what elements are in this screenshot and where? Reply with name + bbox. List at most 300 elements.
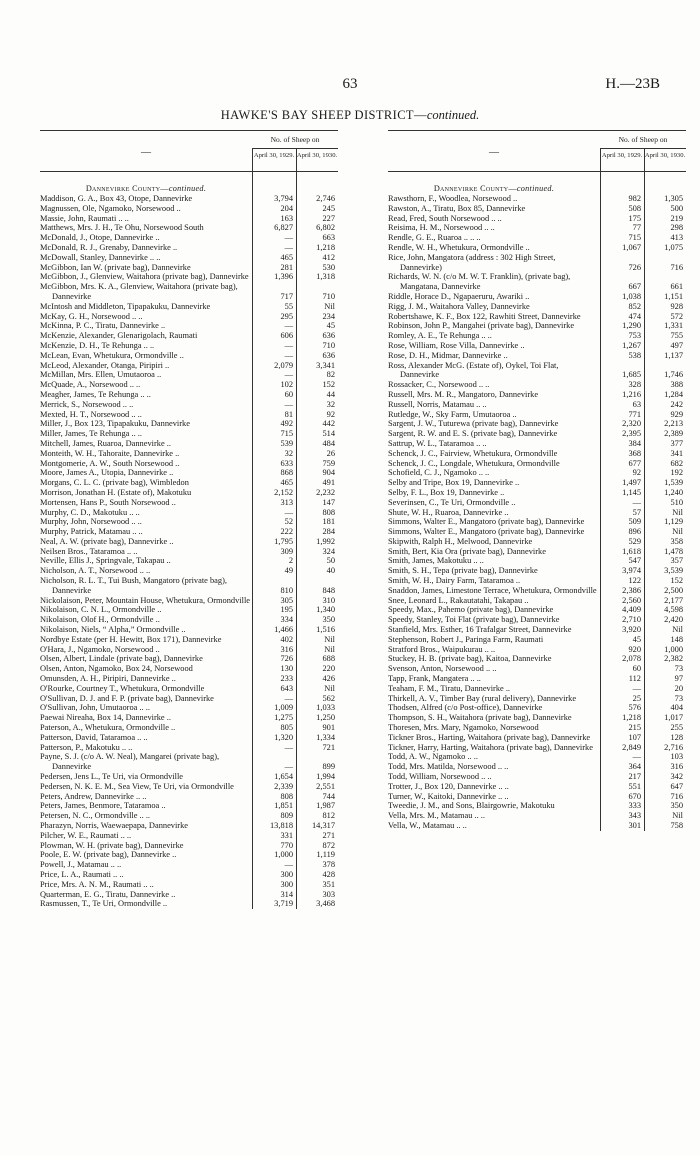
table-row bbox=[40, 312, 338, 322]
table-row bbox=[388, 380, 686, 390]
table-row bbox=[388, 292, 686, 302]
column-rule bbox=[600, 172, 601, 831]
sheep-1930-cell: 2,746 bbox=[316, 194, 335, 203]
table-row bbox=[388, 772, 686, 782]
owner-name-cell: Petersen, N. C., Ormondville .. .. bbox=[40, 811, 151, 821]
sheep-1930-cell: 1,992 bbox=[316, 536, 335, 546]
owner-name-cell: McKenzie, Alexander, Glenarigolach, Raumati bbox=[40, 331, 198, 341]
table-row bbox=[388, 459, 686, 469]
owner-name-cell: Trotter, J., Box 120, Dannevirke .. .. bbox=[388, 781, 509, 791]
owner-name-cell: Rawsthorn, F., Woodlea, Norsewood .. bbox=[388, 194, 518, 203]
sheep-1929-cell: 63 bbox=[632, 399, 641, 409]
sheep-1929-cell: 508 bbox=[628, 203, 641, 213]
owner-name-cell: Riddle, Horace D., Ngapaeruru, Awariki .. bbox=[388, 291, 530, 301]
owner-name-cell: Nickolaison, Peter, Mountain House, Whetukura, Ormondville bbox=[40, 595, 251, 605]
table-row bbox=[388, 488, 686, 498]
sheep-1929-cell: — bbox=[284, 350, 293, 360]
sheep-1929-cell: 334 bbox=[280, 615, 293, 625]
table-row bbox=[40, 625, 338, 635]
sheep-1929-cell: 1,218 bbox=[622, 713, 641, 723]
owner-name-cell: Omunsden, A. H., Piripiri, Dannevirke .. bbox=[40, 674, 176, 684]
table-row bbox=[40, 782, 338, 792]
table-row bbox=[40, 890, 338, 900]
section-heading-continued: continued. bbox=[516, 184, 555, 193]
sheep-1930-cell: Nil bbox=[672, 507, 683, 517]
sheep-1929-cell: 2,395 bbox=[622, 429, 641, 439]
sheep-1930-cell: 350 bbox=[670, 801, 683, 811]
sheep-1929-cell: 2,560 bbox=[622, 595, 641, 605]
table-row bbox=[388, 400, 686, 410]
owner-name-cell: Snaddon, James, Limestone Terrace, Whetukura, Ormondville bbox=[388, 585, 597, 595]
sheep-1930-cell: 716 bbox=[670, 791, 683, 801]
sheep-1930-cell: 1,240 bbox=[664, 487, 683, 497]
table-row bbox=[40, 468, 338, 478]
sheep-1930-cell: 1,516 bbox=[316, 625, 335, 635]
table-row bbox=[388, 792, 686, 802]
sheep-1929-cell: 509 bbox=[628, 517, 641, 527]
table-row bbox=[40, 370, 338, 380]
sheep-1929-cell: 2,078 bbox=[622, 654, 641, 664]
owner-name-cell: Teaham, F. M., Tiratu, Dannevirke .. bbox=[388, 683, 511, 693]
sheep-1930-cell: 413 bbox=[670, 233, 683, 243]
sheep-1930-cell: 245 bbox=[322, 203, 335, 213]
sheep-1929-cell: 726 bbox=[628, 262, 641, 272]
sheep-1930-cell: 904 bbox=[322, 468, 335, 478]
sheep-1930-cell: 97 bbox=[674, 674, 683, 684]
sheep-1929-cell: 402 bbox=[280, 634, 293, 644]
sheep-1929-cell: 309 bbox=[280, 546, 293, 556]
owner-name-cell: Mitchell, James, Ruaroa, Dannevirke .. bbox=[40, 438, 171, 448]
sheep-1929-cell: 4,409 bbox=[622, 605, 641, 615]
page-title-main: HAWKE'S BAY SHEEP DISTRICT— bbox=[220, 108, 427, 122]
sheep-1929-cell: 2,849 bbox=[622, 742, 641, 752]
year-1930-header: April 30, 1930. bbox=[644, 152, 686, 159]
table-row bbox=[388, 312, 686, 322]
owner-name-cell: Speedy, Stanley, Toi Flat (private bag), Dannevirke bbox=[388, 615, 560, 625]
sheep-1929-cell: 982 bbox=[628, 194, 641, 203]
table-row bbox=[40, 400, 338, 410]
table-row bbox=[388, 615, 686, 625]
owner-name-cell: Rendle, W. H., Whetukura, Ormondville .. bbox=[388, 242, 530, 252]
column-rule bbox=[644, 172, 645, 831]
owner-name-cell: Vella, W., Matamau .. .. bbox=[388, 821, 467, 830]
table-row bbox=[388, 811, 686, 821]
table-row bbox=[40, 331, 338, 341]
sheep-1929-cell: 163 bbox=[280, 213, 293, 223]
sheep-1929-cell: 868 bbox=[280, 468, 293, 478]
sheep-1929-cell: 175 bbox=[628, 213, 641, 223]
sheep-1930-cell: 710 bbox=[322, 340, 335, 350]
sheep-1929-cell: 1,685 bbox=[622, 370, 641, 380]
sheep-1929-cell: 1,038 bbox=[622, 291, 641, 301]
table-row bbox=[40, 361, 338, 371]
table-row bbox=[40, 821, 338, 831]
column-rule bbox=[252, 172, 253, 909]
sheep-1930-cell: 147 bbox=[322, 497, 335, 507]
sheep-1929-cell: 1,290 bbox=[622, 321, 641, 331]
owner-name-cell: Quarterman, E. G., Tiratu, Dannevirke .. bbox=[40, 889, 176, 899]
owner-name-cell: Thodsen, Alfred (c/o Post-office), Dannevirke bbox=[388, 703, 543, 713]
table-row bbox=[40, 605, 338, 615]
left-table-header bbox=[40, 130, 338, 172]
table-row bbox=[40, 272, 338, 282]
sheep-1930-cell: 491 bbox=[322, 478, 335, 488]
table-row bbox=[388, 439, 686, 449]
sheep-1930-cell: 682 bbox=[670, 458, 683, 468]
sheep-1930-cell: 1,033 bbox=[316, 703, 335, 713]
sheep-1930-cell: 192 bbox=[670, 468, 683, 478]
owner-name-cell: Smith, Bert, Kia Ora (private bag), Dannevirke bbox=[388, 546, 546, 556]
sheep-1930-cell: Nil bbox=[672, 811, 683, 821]
table-row bbox=[40, 694, 338, 704]
sheep-1929-cell: 368 bbox=[628, 448, 641, 458]
owner-name-cell: McIntosh and Middleton, Tipapakuku, Dannevirke bbox=[40, 301, 211, 311]
owner-name-cell: O'Sullivan, D. J. and F. P. (private bag), Dannevirke bbox=[40, 693, 214, 703]
page-title-continued: continued. bbox=[426, 108, 480, 122]
table-row bbox=[40, 752, 338, 772]
owner-name-cell: McGibbon, Mrs. K. A., Glenview, Waitahora (private bag), Dannevirke bbox=[40, 282, 238, 301]
sheep-1930-cell: Nil bbox=[324, 634, 335, 644]
sheep-1930-cell: 1,218 bbox=[316, 242, 335, 252]
table-row bbox=[388, 194, 686, 204]
owner-name-cell: Price, L. A., Raumati .. .. bbox=[40, 869, 124, 879]
table-row bbox=[40, 508, 338, 518]
table-row bbox=[388, 703, 686, 713]
sheep-1929-cell: 102 bbox=[280, 380, 293, 390]
table-row bbox=[40, 880, 338, 890]
owner-name-cell: Thompson, S. H., Waitahora (private bag), Dannevirke bbox=[388, 713, 572, 723]
sheep-1930-cell: 484 bbox=[322, 438, 335, 448]
table-row bbox=[388, 429, 686, 439]
sheep-1930-cell: 661 bbox=[670, 282, 683, 292]
sheep-1930-cell: 530 bbox=[322, 262, 335, 272]
right-table-header bbox=[388, 130, 686, 172]
table-row bbox=[40, 703, 338, 713]
sheep-1930-cell: 40 bbox=[326, 566, 335, 576]
sheep-1929-cell: 13,818 bbox=[269, 821, 293, 830]
sheep-1930-cell: Nil bbox=[324, 644, 335, 654]
sheep-1930-cell: 636 bbox=[322, 350, 335, 360]
sheep-1929-cell: 60 bbox=[284, 389, 293, 399]
sheep-1930-cell: 2,716 bbox=[664, 742, 683, 752]
sheep-1929-cell: 808 bbox=[280, 791, 293, 801]
table-row bbox=[40, 596, 338, 606]
sheep-1929-cell: 1,497 bbox=[622, 478, 641, 488]
sheep-1929-cell: 2,386 bbox=[622, 585, 641, 595]
sheep-1930-cell: 872 bbox=[322, 840, 335, 850]
table-row bbox=[40, 380, 338, 390]
sheep-1929-cell: 2 bbox=[288, 556, 293, 566]
section-heading-name: Dannevirke County— bbox=[433, 184, 517, 193]
sheep-1929-cell: 49 bbox=[284, 566, 293, 576]
sheep-1930-cell: 1,331 bbox=[664, 321, 683, 331]
sheep-1930-cell: 342 bbox=[670, 772, 683, 782]
sheep-1930-cell: 901 bbox=[322, 723, 335, 733]
owner-name-cell: Shute, W. H., Ruaroa, Dannevirke .. bbox=[388, 507, 509, 517]
table-row bbox=[40, 743, 338, 753]
sheep-1929-cell: 331 bbox=[280, 830, 293, 840]
table-row bbox=[388, 449, 686, 459]
sheep-1930-cell: 324 bbox=[322, 546, 335, 556]
owner-name-cell: Thirkell, A. V., Timber Bay (rural delivery), Dannevirke bbox=[388, 693, 577, 703]
sheep-1929-cell: 81 bbox=[284, 409, 293, 419]
owner-name-cell: Severinsen, C., Te Uri, Ormondville .. bbox=[388, 497, 516, 507]
sheep-1930-cell: 514 bbox=[322, 429, 335, 439]
table-row bbox=[388, 752, 686, 762]
sheep-1929-cell: 2,079 bbox=[274, 360, 293, 370]
owner-name-cell: Murphy, Patrick, Matamau .. .. bbox=[40, 527, 143, 537]
sheep-1930-cell: 298 bbox=[670, 223, 683, 233]
owner-name-cell: Rigg, J. M., Waitahora Valley, Dannevirke bbox=[388, 301, 530, 311]
sheep-1930-cell: 255 bbox=[670, 723, 683, 733]
sheep-1930-cell: 152 bbox=[322, 380, 335, 390]
sheep-1929-cell: — bbox=[632, 752, 641, 762]
table-row bbox=[388, 508, 686, 518]
owner-name-cell: Sattrup, W. L., Tataramoa .. .. bbox=[388, 438, 487, 448]
sheep-1930-cell: 442 bbox=[322, 419, 335, 429]
table-row bbox=[40, 439, 338, 449]
table-row bbox=[388, 723, 686, 733]
table-row bbox=[388, 625, 686, 635]
table-row bbox=[40, 654, 338, 664]
table-row bbox=[40, 831, 338, 841]
table-row bbox=[388, 321, 686, 331]
sheep-1929-cell: 3,794 bbox=[274, 194, 293, 203]
sheep-1929-cell: 810 bbox=[280, 585, 293, 595]
sheep-1929-cell: 233 bbox=[280, 674, 293, 684]
sheep-1930-cell: 412 bbox=[322, 252, 335, 262]
owner-name-cell: Monteith, W. H., Tahoraite, Dannevirke .. bbox=[40, 448, 180, 458]
table-row bbox=[40, 517, 338, 527]
owner-name-cell: Robertshawe, K. F., Box 122, Rawhiti Street, Dannevirke bbox=[388, 311, 581, 321]
sheep-1929-cell: 45 bbox=[632, 634, 641, 644]
sheep-1930-cell: 812 bbox=[322, 811, 335, 821]
sheep-1930-cell: 710 bbox=[322, 291, 335, 301]
sheep-1930-cell: 2,232 bbox=[316, 487, 335, 497]
sheep-1929-cell: 753 bbox=[628, 331, 641, 341]
table-row bbox=[40, 478, 338, 488]
name-column-header: — bbox=[141, 147, 151, 158]
owner-name-cell: Neville, Ellis J., Springvale, Takapau .. bbox=[40, 556, 171, 566]
table-row bbox=[388, 664, 686, 674]
owner-name-cell: Miller, J., Box 123, Tipapakuku, Dannevirke bbox=[40, 419, 190, 429]
owner-name-cell: McMillan, Mrs. Ellen, Umutaoroa .. bbox=[40, 370, 162, 380]
section-heading bbox=[40, 172, 252, 194]
sheep-1930-cell: 1,017 bbox=[664, 713, 683, 723]
sheep-1929-cell: 538 bbox=[628, 350, 641, 360]
owner-name-cell: Todd, A. W., Ngamoko .. .. bbox=[388, 752, 478, 762]
sheep-1929-cell: — bbox=[632, 497, 641, 507]
table-row bbox=[388, 302, 686, 312]
sheep-1930-cell: 82 bbox=[326, 370, 335, 380]
sheep-1929-cell: 715 bbox=[280, 429, 293, 439]
sheep-1929-cell: 1,216 bbox=[622, 389, 641, 399]
sheep-count-header: No. of Sheep on bbox=[600, 131, 686, 149]
table-row bbox=[388, 556, 686, 566]
sheep-1929-cell: 670 bbox=[628, 791, 641, 801]
sheep-1929-cell: — bbox=[284, 762, 293, 772]
sheep-1930-cell: 388 bbox=[670, 380, 683, 390]
table-row bbox=[388, 351, 686, 361]
owner-name-cell: McLeod, Alexander, Otanga, Piripiri .. bbox=[40, 360, 170, 370]
owner-name-cell: Paewai Nireaha, Box 14, Dannevirke .. bbox=[40, 713, 171, 723]
owner-name-cell: Nicholson, R. L. T., Tui Bush, Mangatoro (private bag), Dannevirke bbox=[40, 576, 227, 595]
owner-name-cell: Pedersen, N. K. E. M., Sea View, Te Uri, via Ormondville bbox=[40, 781, 234, 791]
table-row bbox=[40, 282, 338, 302]
table-row bbox=[388, 566, 686, 576]
owner-name-cell: Neal, A. W. (private bag), Dannevirke .. bbox=[40, 536, 174, 546]
sheep-1929-cell: 217 bbox=[628, 772, 641, 782]
sheep-1929-cell: 204 bbox=[280, 203, 293, 213]
sheep-1930-cell: 378 bbox=[322, 860, 335, 870]
sheep-1930-cell: 271 bbox=[322, 830, 335, 840]
sheep-1930-cell: 758 bbox=[670, 821, 683, 830]
table-row bbox=[40, 566, 338, 576]
sheep-1929-cell: 343 bbox=[628, 811, 641, 821]
sheep-1929-cell: 726 bbox=[280, 654, 293, 664]
owner-name-cell: Todd, Mrs. Matilda, Norsewood .. .. bbox=[388, 762, 509, 772]
owner-name-cell: McKay, G. H., Norsewood .. .. bbox=[40, 311, 143, 321]
owner-name-cell: Vella, Mrs. M., Matamau .. .. bbox=[388, 811, 485, 821]
table-row bbox=[388, 390, 686, 400]
sheep-1930-cell: 1,334 bbox=[316, 732, 335, 742]
owner-name-cell: Tapp, Frank, Mangatera .. .. bbox=[388, 674, 481, 684]
owner-name-cell: Rutledge, W., Sky Farm, Umutaoroa .. bbox=[388, 409, 517, 419]
sheep-1930-cell: 1,119 bbox=[316, 850, 335, 860]
table-row bbox=[388, 517, 686, 527]
sheep-1930-cell: 103 bbox=[670, 752, 683, 762]
sheep-1930-cell: 1,987 bbox=[316, 801, 335, 811]
table-row bbox=[40, 341, 338, 351]
owner-name-cell: Tickner Bros., Harting, Waitahora (private bag), Dannevirke bbox=[388, 732, 591, 742]
table-row bbox=[40, 684, 338, 694]
sheep-1930-cell: 755 bbox=[670, 331, 683, 341]
table-row bbox=[40, 429, 338, 439]
owner-name-cell: Mexted, H. T., Norsewood .. .. bbox=[40, 409, 142, 419]
table-row bbox=[40, 410, 338, 420]
owner-name-cell: McQuade, A., Norsewood .. .. bbox=[40, 380, 141, 390]
owner-name-cell: Morrison, Jonathan H. (Estate of), Makotuku bbox=[40, 487, 192, 497]
table-row bbox=[40, 713, 338, 723]
table-row bbox=[40, 223, 338, 233]
sheep-1929-cell: 57 bbox=[632, 507, 641, 517]
table-row bbox=[388, 331, 686, 341]
sheep-1929-cell: — bbox=[284, 370, 293, 380]
sheep-1929-cell: 328 bbox=[628, 380, 641, 390]
table-row bbox=[388, 821, 686, 831]
section-heading-name: Dannevirke County— bbox=[85, 184, 169, 193]
sheep-1930-cell: 32 bbox=[326, 399, 335, 409]
sheep-1930-cell: 1,539 bbox=[664, 478, 683, 488]
table-row bbox=[388, 694, 686, 704]
owner-name-cell: O'Rourke, Courtney T., Whetukura, Ormondville bbox=[40, 683, 205, 693]
section-heading bbox=[388, 172, 600, 194]
sheep-1929-cell: 1,067 bbox=[622, 242, 641, 252]
sheep-1929-cell: 1,145 bbox=[622, 487, 641, 497]
left-entry-list bbox=[40, 194, 338, 909]
sheep-1930-cell: 6,802 bbox=[316, 223, 335, 233]
right-column bbox=[388, 130, 686, 831]
table-row bbox=[388, 782, 686, 792]
sheep-1929-cell: 3,719 bbox=[274, 899, 293, 909]
sheep-1929-cell: 1,320 bbox=[274, 732, 293, 742]
sheep-1930-cell: 572 bbox=[670, 311, 683, 321]
sheep-1929-cell: 529 bbox=[628, 536, 641, 546]
sheep-1929-cell: 281 bbox=[280, 262, 293, 272]
sheep-1929-cell: 314 bbox=[280, 889, 293, 899]
owner-name-cell: Romley, A. E., Te Rehunga .. .. bbox=[388, 331, 492, 341]
sheep-1930-cell: Nil bbox=[324, 683, 335, 693]
table-row bbox=[40, 792, 338, 802]
sheep-1929-cell: 1,009 bbox=[274, 703, 293, 713]
sheep-1929-cell: 1,267 bbox=[622, 340, 641, 350]
owner-name-cell: Mortensen, Hans P., South Norsewood .. bbox=[40, 497, 176, 507]
table-row bbox=[388, 801, 686, 811]
sheep-1930-cell: 377 bbox=[670, 438, 683, 448]
sheep-1929-cell: 77 bbox=[632, 223, 641, 233]
sheep-1929-cell: 465 bbox=[280, 252, 293, 262]
sheep-1930-cell: 1,994 bbox=[316, 772, 335, 782]
table-row bbox=[40, 899, 338, 909]
table-row bbox=[388, 233, 686, 243]
sheep-1930-cell: 663 bbox=[322, 233, 335, 243]
sheep-1930-cell: 227 bbox=[322, 213, 335, 223]
owner-name-cell: Stanfield, Mrs. Esther, 16 Trafalgar Street, Dannevirke bbox=[388, 625, 572, 635]
owner-name-cell: Schenck, J. C., Fairview, Whetukura, Ormondville bbox=[388, 448, 558, 458]
owner-name-cell: McDonald, R. J., Grenaby, Dannevirke .. bbox=[40, 242, 178, 252]
sheep-1930-cell: Nil bbox=[324, 301, 335, 311]
owner-name-cell: Selby and Tripe, Box 19, Dannevirke .. bbox=[388, 478, 520, 488]
sheep-1929-cell: 122 bbox=[628, 576, 641, 586]
sheep-1930-cell: 688 bbox=[322, 654, 335, 664]
sheep-1929-cell: 805 bbox=[280, 723, 293, 733]
table-row bbox=[40, 723, 338, 733]
owner-name-cell: Smith, S. H., Tepa (private bag), Dannevirke bbox=[388, 566, 538, 576]
sheep-1929-cell: 551 bbox=[628, 781, 641, 791]
sheep-1929-cell: 364 bbox=[628, 762, 641, 772]
sheep-1930-cell: 284 bbox=[322, 527, 335, 537]
table-row bbox=[40, 351, 338, 361]
owner-name-cell: Pedersen, Jens L., Te Uri, via Ormondville bbox=[40, 772, 183, 782]
sheep-1930-cell: 808 bbox=[322, 507, 335, 517]
sheep-1930-cell: 1,137 bbox=[664, 350, 683, 360]
owner-name-cell: Ross, Alexander McG. (Estate of), Oykel, Toi Flat, Dannevirke bbox=[388, 360, 559, 380]
sheep-1930-cell: 1,305 bbox=[664, 194, 683, 203]
owner-name-cell: Skipwith, Ralph H., Melwood, Dannevirke bbox=[388, 536, 533, 546]
sheep-1929-cell: 809 bbox=[280, 811, 293, 821]
owner-name-cell: Powell, J., Matamau .. .. bbox=[40, 860, 122, 870]
table-row bbox=[388, 713, 686, 723]
sheep-1929-cell: 643 bbox=[280, 683, 293, 693]
sheep-1930-cell: 2,389 bbox=[664, 429, 683, 439]
sheep-1930-cell: 929 bbox=[670, 409, 683, 419]
table-row bbox=[40, 860, 338, 870]
sheep-1929-cell: 130 bbox=[280, 664, 293, 674]
table-row bbox=[40, 645, 338, 655]
sheep-1930-cell: 2,420 bbox=[664, 615, 683, 625]
owner-name-cell: Peters, James, Benmore, Tataramoa .. bbox=[40, 801, 166, 811]
sheep-1930-cell: 350 bbox=[322, 615, 335, 625]
sheep-1929-cell: 295 bbox=[280, 311, 293, 321]
sheep-1929-cell: 222 bbox=[280, 527, 293, 537]
sheep-1930-cell: 50 bbox=[326, 556, 335, 566]
owner-name-cell: Murphy, C. D., Makotuku .. .. bbox=[40, 507, 140, 517]
owner-name-cell: Neilsen Bros., Tataramoa .. .. bbox=[40, 546, 138, 556]
left-column bbox=[40, 130, 338, 909]
owner-name-cell: Price, Mrs. A. N. M., Raumati .. .. bbox=[40, 879, 154, 889]
sheep-1930-cell: 220 bbox=[322, 664, 335, 674]
sheep-1930-cell: 26 bbox=[326, 448, 335, 458]
